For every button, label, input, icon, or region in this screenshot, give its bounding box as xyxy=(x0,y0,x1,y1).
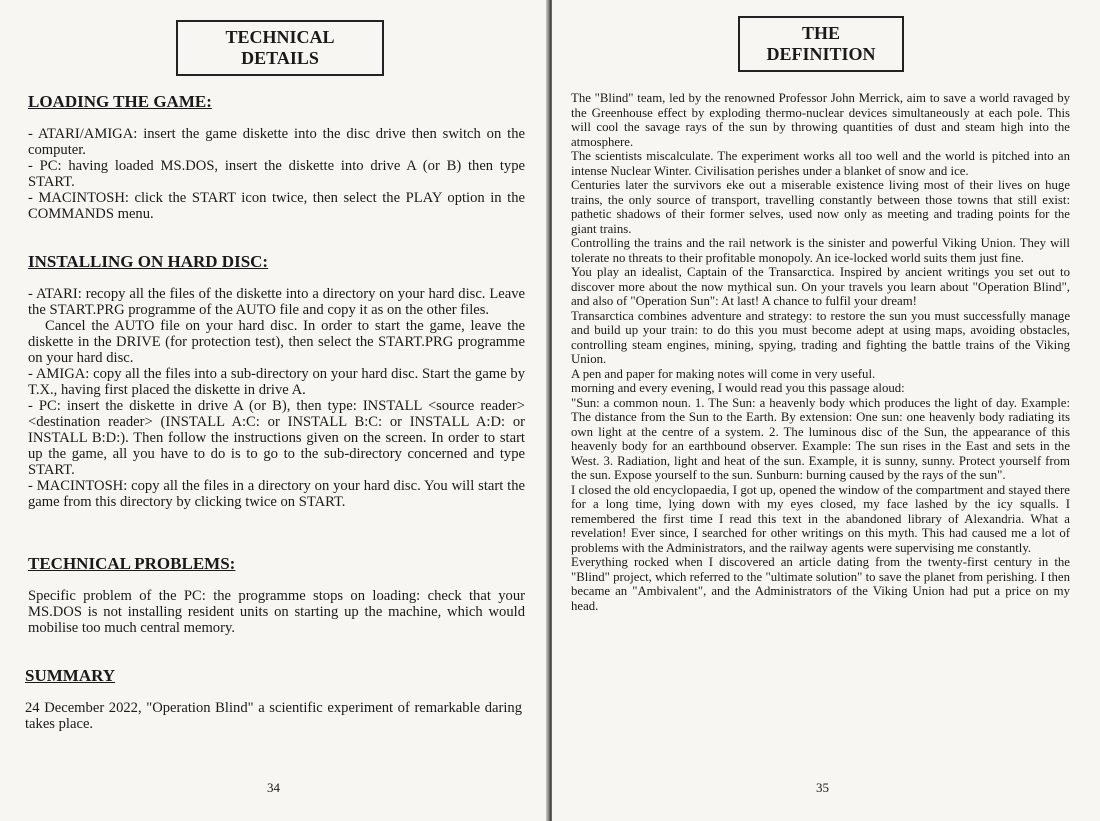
technical-details-title: TECHNICAL DETAILS xyxy=(176,20,384,76)
installing-heading: INSTALLING ON HARD DISC: xyxy=(28,252,269,271)
summary-text: 24 December 2022, "Operation Blind" a scientific experiment of remarkable daring takes place. xyxy=(25,700,522,732)
installing-text xyxy=(28,286,525,510)
definition-paragraph: Transarctica combines adventure and strategy: to restore the sun you must successfully manage and build up your train: to do this you must become adept at using maps, avoiding obstacles, controlling steam engines, mining, spying, trading and fighting the battle trains of the Viking Union. xyxy=(571,308,1070,366)
definition-paragraph: A pen and paper for making notes will come in very useful. xyxy=(571,366,876,381)
definition-paragraph: Centuries later the survivors eke out a miserable existence living most of their lives on huge trains, the only source of transport, travelling constantly between those towns that still exist: pathetic shadows of their former selves, used now only as meeting and trading points for the giant trains. xyxy=(571,178,1070,236)
installing-line: - MACINTOSH: copy all the files in a directory on your hard disc. You will start the game from this directory by clicking twice on START. xyxy=(28,478,525,510)
installing-line: Cancel the AUTO file on your hard disc. In order to start the game, leave the diskette in the DRIVE (for protection test), then select the START.PRG programme on your hard disc. xyxy=(28,318,525,366)
definition-paragraph: Controlling the trains and the rail network is the sinister and powerful Viking Union. They will tolerate no threats to their profitable monopoly. An ice-locked world suits them just fine. xyxy=(571,236,1070,265)
definition-title: THE DEFINITION xyxy=(738,16,904,72)
summary-heading: SUMMARY xyxy=(25,666,116,685)
problems-text: Specific problem of the PC: the programme stops on loading: check that your MS.DOS is not installing resident units on starting up the machine, which would mobilise too much central memory. xyxy=(28,588,525,636)
page-number-left: 34 xyxy=(267,780,280,795)
definition-paragraph: The scientists miscalculate. The experiment works all too well and the world is pitched into an intense Nuclear Winter. Civilisation perishes under a blanket of snow and ice. xyxy=(571,149,1070,178)
definition-text xyxy=(571,91,1070,613)
problems-heading: TECHNICAL PROBLEMS: xyxy=(28,554,236,573)
loading-line: - PC: having loaded MS.DOS, insert the diskette into drive A (or B) then type START. xyxy=(28,158,525,190)
installing-line: - PC: insert the diskette in drive A (or B), then type: INSTALL <source reader> <destination reader> (INSTALL A:C: or INSTALL B:C: or INSTALL A:D: or INSTALL B:D:). Then follow the instructions given on the screen. In order to start up the game, all you have to do is to go to the sub-directory concerned and type START. xyxy=(28,398,525,478)
page-number-right: 35 xyxy=(816,780,829,795)
right-page xyxy=(552,0,1100,821)
loading-line: - ATARI/AMIGA: insert the game diskette into the disc drive then switch on the computer. xyxy=(28,126,525,158)
definition-paragraph: Everything rocked when I discovered an article dating from the twenty-first century in the "Blind" project, which referred to the "ultimate solution" to save the planet from perishing. I then became an "Ambivalent", and the Administrators of the Viking Union had put a price on my head. xyxy=(571,555,1070,613)
definition-paragraph: morning and every evening, I would read you this passage aloud: xyxy=(571,381,905,395)
definition-paragraph: I closed the old encyclopaedia, I got up, opened the window of the compartment and stayed there for a long time, lying down with my eyes closed, my face lashed by the icy squalls. I remembered the first time I read this text in the abandoned library of Alexandria. What a revelation! Ever since, I searched for other writings on this myth. This had caused me a lot of problems with the Administrators, and the railway agents were supervising me constantly. xyxy=(571,482,1070,555)
definition-paragraph: The "Blind" team, led by the renowned Professor John Merrick, aim to save a world ravaged by the Greenhouse effect by exploding thermo-nuclear devices simultaneously at each pole. This will cool the savage rays of the sun by throwing quantities of dust and steam high into the atmosphere. xyxy=(571,91,1070,149)
loading-line: - MACINTOSH: click the START icon twice, then select the PLAY option in the COMMANDS menu. xyxy=(28,190,525,222)
loading-heading: LOADING THE GAME: xyxy=(28,92,212,111)
definition-paragraph: "Sun: a common noun. 1. The Sun: a heavenly body which produces the light of day. Example: The distance from the Sun to the Earth. By extension: One sun: one heavenly body radiating its own light at the centre of a system. 2. The luminous disc of the Sun, the appearance of this heavenly body for an earthbound observer. Example: The sun rises in the East and sets in the West. 3. Radiation, light and heat of the sun. Example, it is sunny, sunny. Protect yourself from the sun. Expose yourself to the sun. Sunburn: burning caused by the rays of the sun". xyxy=(571,395,1070,482)
installing-line: - AMIGA: copy all the files into a sub-directory on your hard disc. Start the game by T.X., having first placed the diskette in drive A. xyxy=(28,366,525,398)
definition-paragraph: You play an idealist, Captain of the Transarctica. Inspired by ancient writings you set out to discover more about the now mythical sun. On your travels you learn about "Operation Blind", and also of "Operation Sun": At last! A chance to fulfil your dream! xyxy=(571,265,1070,308)
loading-text xyxy=(28,126,525,222)
installing-line: - ATARI: recopy all the files of the diskette into a directory on your hard disc. Leave the START.PRG programme of the AUTO file and copy it as on the other files. xyxy=(28,286,525,318)
left-page xyxy=(0,0,548,821)
